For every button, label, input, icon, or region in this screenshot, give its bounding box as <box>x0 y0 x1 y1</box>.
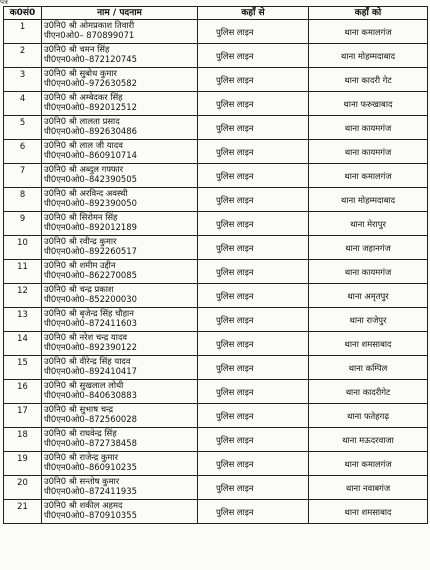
pno-number: पी0एन0ओ0–860910235 <box>44 462 137 472</box>
to-location: थाना राजेपुर <box>309 308 428 332</box>
to-location: थाना फरुखाबाद <box>309 92 428 116</box>
to-location: थाना फतेहगढ़ <box>309 404 428 428</box>
name-cell <box>42 236 198 260</box>
name-cell <box>42 188 198 212</box>
serial-number: 18 <box>4 428 42 452</box>
table-body <box>4 20 428 524</box>
from-location: पुलिस लाइन <box>198 476 309 500</box>
serial-number: 4 <box>4 92 42 116</box>
officer-name: उ0नि0 श्री राजेन्द्र कुमार <box>44 452 119 462</box>
header-from: कहाँ से <box>198 7 309 20</box>
name-cell <box>42 356 198 380</box>
to-location: थाना कादरी गेट <box>309 68 428 92</box>
officer-name: उ0नि0 श्री सुभाष चन्द्र <box>44 404 114 414</box>
pno-number: पी0एन0ओ0–862270085 <box>44 270 137 280</box>
name-cell <box>42 284 198 308</box>
pno-number: पी0एन0ओ0–872411935 <box>44 486 137 496</box>
table-row <box>4 188 428 212</box>
name-cell <box>42 428 198 452</box>
name-cell <box>42 212 198 236</box>
serial-number: 2 <box>4 44 42 68</box>
header-to: कहाँ को <box>309 7 428 20</box>
name-cell <box>42 500 198 524</box>
officer-name: उ0नि0 श्री अम्बेदकर सिंह <box>44 92 123 102</box>
serial-number: 3 <box>4 68 42 92</box>
name-cell <box>42 332 198 356</box>
pno-number: पी0एन0ओ0–842390505 <box>44 174 137 184</box>
officer-name: उ0नि0 श्री चन्द्र प्रकाश <box>44 284 114 294</box>
to-location: थाना कमालगंज <box>309 164 428 188</box>
serial-number: 19 <box>4 452 42 476</box>
to-location: थाना जहानगंज <box>309 236 428 260</box>
from-location: पुलिस लाइन <box>198 44 309 68</box>
name-cell <box>42 260 198 284</box>
pno-number: पी0एन0ओ0–852200030 <box>44 294 137 304</box>
table-row <box>4 68 428 92</box>
officer-name: उ0नि0 श्री ओमप्रकाश तिवारी <box>44 20 135 30</box>
table-row <box>4 452 428 476</box>
from-location: पुलिस लाइन <box>198 452 309 476</box>
to-location: थाना कायमगंज <box>309 140 428 164</box>
serial-number: 6 <box>4 140 42 164</box>
officer-name: उ0नि0 श्री नरेश चन्द्र यादव <box>44 332 128 342</box>
from-location: पुलिस लाइन <box>198 188 309 212</box>
table-row <box>4 284 428 308</box>
header-serial: क0सं0 <box>4 7 42 20</box>
from-location: पुलिस लाइन <box>198 308 309 332</box>
serial-number: 21 <box>4 500 42 524</box>
table-row <box>4 332 428 356</box>
name-cell <box>42 116 198 140</box>
table-row <box>4 356 428 380</box>
table-row <box>4 44 428 68</box>
from-location: पुलिस लाइन <box>198 356 309 380</box>
table-row <box>4 164 428 188</box>
from-location: पुलिस लाइन <box>198 20 309 44</box>
to-location: थाना कमालगंज <box>309 20 428 44</box>
name-cell <box>42 476 198 500</box>
to-location: थाना शमसाबाद <box>309 332 428 356</box>
header-name: नाम / पदनाम <box>42 7 198 20</box>
pno-number: पी0एन0ओ0–872738458 <box>44 438 137 448</box>
table-row <box>4 260 428 284</box>
serial-number: 8 <box>4 188 42 212</box>
table-row <box>4 404 428 428</box>
pno-number: पी0एन0ओ0–860910714 <box>44 150 137 160</box>
name-cell <box>42 44 198 68</box>
from-location: पुलिस लाइन <box>198 116 309 140</box>
officer-name: उ0नि0 श्री अब्दुल गफ्फार <box>44 164 124 174</box>
from-location: पुलिस लाइन <box>198 68 309 92</box>
to-location: थाना मोहम्मदाबाद <box>309 44 428 68</box>
pno-number: पी0एन0ओ0–892630486 <box>44 126 137 136</box>
officer-name: उ0नि0 श्री रवीन्द्र कुमार <box>44 236 117 246</box>
pno-number: पी0एन0ओ0–870910355 <box>44 510 137 520</box>
table-row <box>4 20 428 44</box>
table-row <box>4 308 428 332</box>
pno-number: पी0एन0ओ0–892260517 <box>44 246 137 256</box>
table-row <box>4 212 428 236</box>
from-location: पुलिस लाइन <box>198 404 309 428</box>
table-row <box>4 236 428 260</box>
serial-number: 12 <box>4 284 42 308</box>
to-location: थाना नवाबगंज <box>309 476 428 500</box>
to-location: थाना कमालगंज <box>309 452 428 476</box>
table-header-row <box>4 7 428 20</box>
pno-number: पी0एन0ओ0–972630582 <box>44 78 137 88</box>
to-location: थाना कायमगंज <box>309 260 428 284</box>
to-location: थाना मेरापुर <box>309 212 428 236</box>
serial-number: 9 <box>4 212 42 236</box>
from-location: पुलिस लाइन <box>198 140 309 164</box>
serial-number: 1 <box>4 20 42 44</box>
from-location: पुलिस लाइन <box>198 236 309 260</box>
name-cell <box>42 164 198 188</box>
from-location: पुलिस लाइन <box>198 380 309 404</box>
officer-name: उ0नि0 श्री राघवेन्द्र सिंह <box>44 428 117 438</box>
name-cell <box>42 20 198 44</box>
to-location: थाना शमसाबाद <box>309 500 428 524</box>
serial-number: 10 <box>4 236 42 260</box>
from-location: पुलिस लाइन <box>198 164 309 188</box>
serial-number: 15 <box>4 356 42 380</box>
name-cell <box>42 308 198 332</box>
serial-number: 17 <box>4 404 42 428</box>
table-row <box>4 476 428 500</box>
name-cell <box>42 380 198 404</box>
officer-name: उ0नि0 श्री सन्तोष कुमार <box>44 476 120 486</box>
serial-number: 11 <box>4 260 42 284</box>
name-cell <box>42 140 198 164</box>
name-cell <box>42 452 198 476</box>
officer-name: उ0नि0 श्री सिरोमन सिंह <box>44 212 118 222</box>
pno-number: पी0एन0ओ0–892390122 <box>44 342 137 352</box>
serial-number: 13 <box>4 308 42 332</box>
officer-name: उ0नि0 श्री लाल जी यादव <box>44 140 123 150</box>
pno-number: पी0एन0ओ0–872560028 <box>44 414 137 424</box>
from-location: पुलिस लाइन <box>198 212 309 236</box>
to-location: थाना मोहम्मदाबाद <box>309 188 428 212</box>
officer-name: उ0नि0 श्री सुखलाल लोधी <box>44 380 124 390</box>
to-location: थाना कादरीगेट <box>309 380 428 404</box>
transfer-table <box>3 6 428 524</box>
serial-number: 14 <box>4 332 42 356</box>
officer-name: उ0नि0 श्री शमीम उद्दीन <box>44 260 116 270</box>
serial-number: 16 <box>4 380 42 404</box>
name-cell <box>42 92 198 116</box>
table-row <box>4 92 428 116</box>
from-location: पुलिस लाइन <box>198 332 309 356</box>
officer-name: उ0नि0 श्री अरविन्द अवस्थी <box>44 188 128 198</box>
serial-number: 7 <box>4 164 42 188</box>
name-cell <box>42 68 198 92</box>
corner-text: पत्र <box>0 0 8 6</box>
pno-number: पी0एन0ओ0–872120745 <box>44 54 137 64</box>
table-row <box>4 380 428 404</box>
name-cell <box>42 404 198 428</box>
pno-number: पी0एन0ओ0–840630883 <box>44 390 137 400</box>
to-location: थाना कायमगंज <box>309 116 428 140</box>
from-location: पुलिस लाइन <box>198 428 309 452</box>
pno-number: पीएन0ओ0– 870899071 <box>44 30 135 40</box>
officer-name: उ0नि0 श्री चमन सिंह <box>44 44 110 54</box>
to-location: थाना मऊदरवाजा <box>309 428 428 452</box>
table-row <box>4 140 428 164</box>
table-row <box>4 428 428 452</box>
from-location: पुलिस लाइन <box>198 284 309 308</box>
table-row <box>4 116 428 140</box>
from-location: पुलिस लाइन <box>198 260 309 284</box>
pno-number: पी0एन0ओ0–892012189 <box>44 222 137 232</box>
officer-name: उ0नि0 श्री शकील अहमद <box>44 500 123 510</box>
serial-number: 5 <box>4 116 42 140</box>
officer-name: उ0नि0 श्री लालता प्रसाद <box>44 116 120 126</box>
pno-number: पी0एन0ओ0–892012512 <box>44 102 137 112</box>
from-location: पुलिस लाइन <box>198 500 309 524</box>
from-location: पुलिस लाइन <box>198 92 309 116</box>
to-location: थाना कम्पिल <box>309 356 428 380</box>
officer-name: उ0नि0 श्री बृजेन्द्र सिंह चौहान <box>44 308 134 318</box>
pno-number: पी0एन0ओ0–892410417 <box>44 366 137 376</box>
to-location: थाना अमृतपुर <box>309 284 428 308</box>
table-row <box>4 500 428 524</box>
serial-number: 20 <box>4 476 42 500</box>
pno-number: पी0एन0ओ0–872411603 <box>44 318 137 328</box>
officer-name: उ0नि0 श्री सुबोध कुमार <box>44 68 117 78</box>
pno-number: पी0एन0ओ0–892390050 <box>44 198 137 208</box>
officer-name: उ0नि0 श्री वीरेन्द्र सिंह यादव <box>44 356 131 366</box>
